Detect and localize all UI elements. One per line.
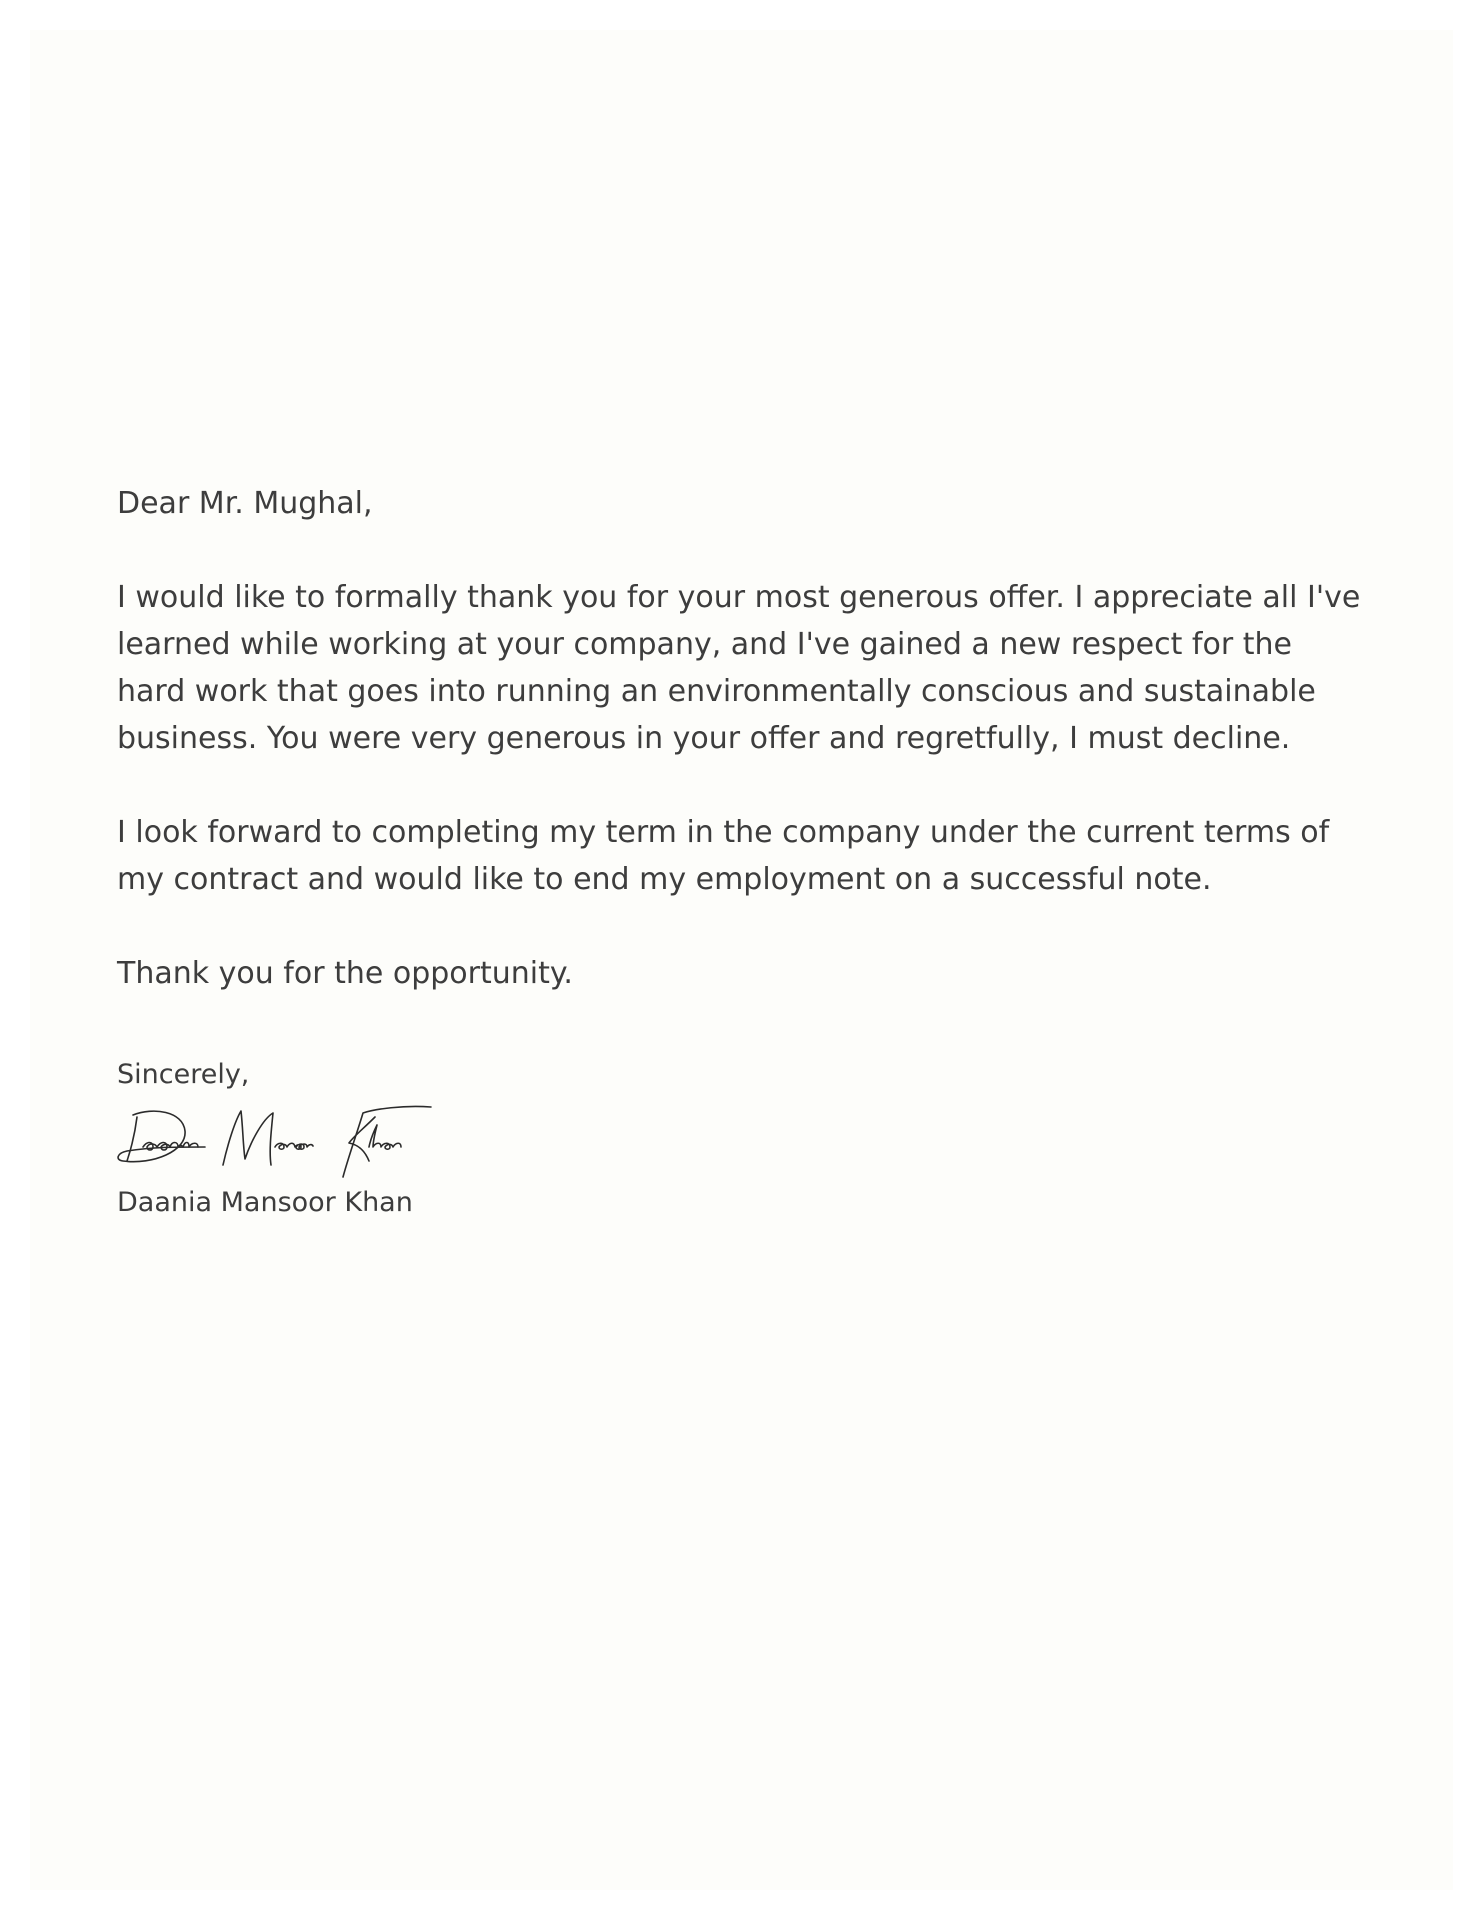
- paragraph-offer: I would like to formally thank you for your most generous offer. I appreciate all I've learned while working at your company, and I've gained a new respect for the hard work that goes into running an environmentally conscious and sustainable business. You were very generous in your offer and regretfully, I must decline.: [117, 580, 1361, 756]
- salutation: Dear Mr. Mughal,: [117, 486, 373, 521]
- paragraph-term: I look forward to completing my term in the company under the current terms of my contract and would like to end my employment on a successful note.: [117, 815, 1330, 897]
- sign-off: Sincerely,: [117, 1059, 250, 1090]
- handwritten-signature: [113, 1103, 433, 1181]
- closing-line: Thank you for the opportunity.: [117, 956, 573, 991]
- letter-body: [117, 480, 1367, 1223]
- printed-name: Daania Mansoor Khan: [117, 1187, 413, 1218]
